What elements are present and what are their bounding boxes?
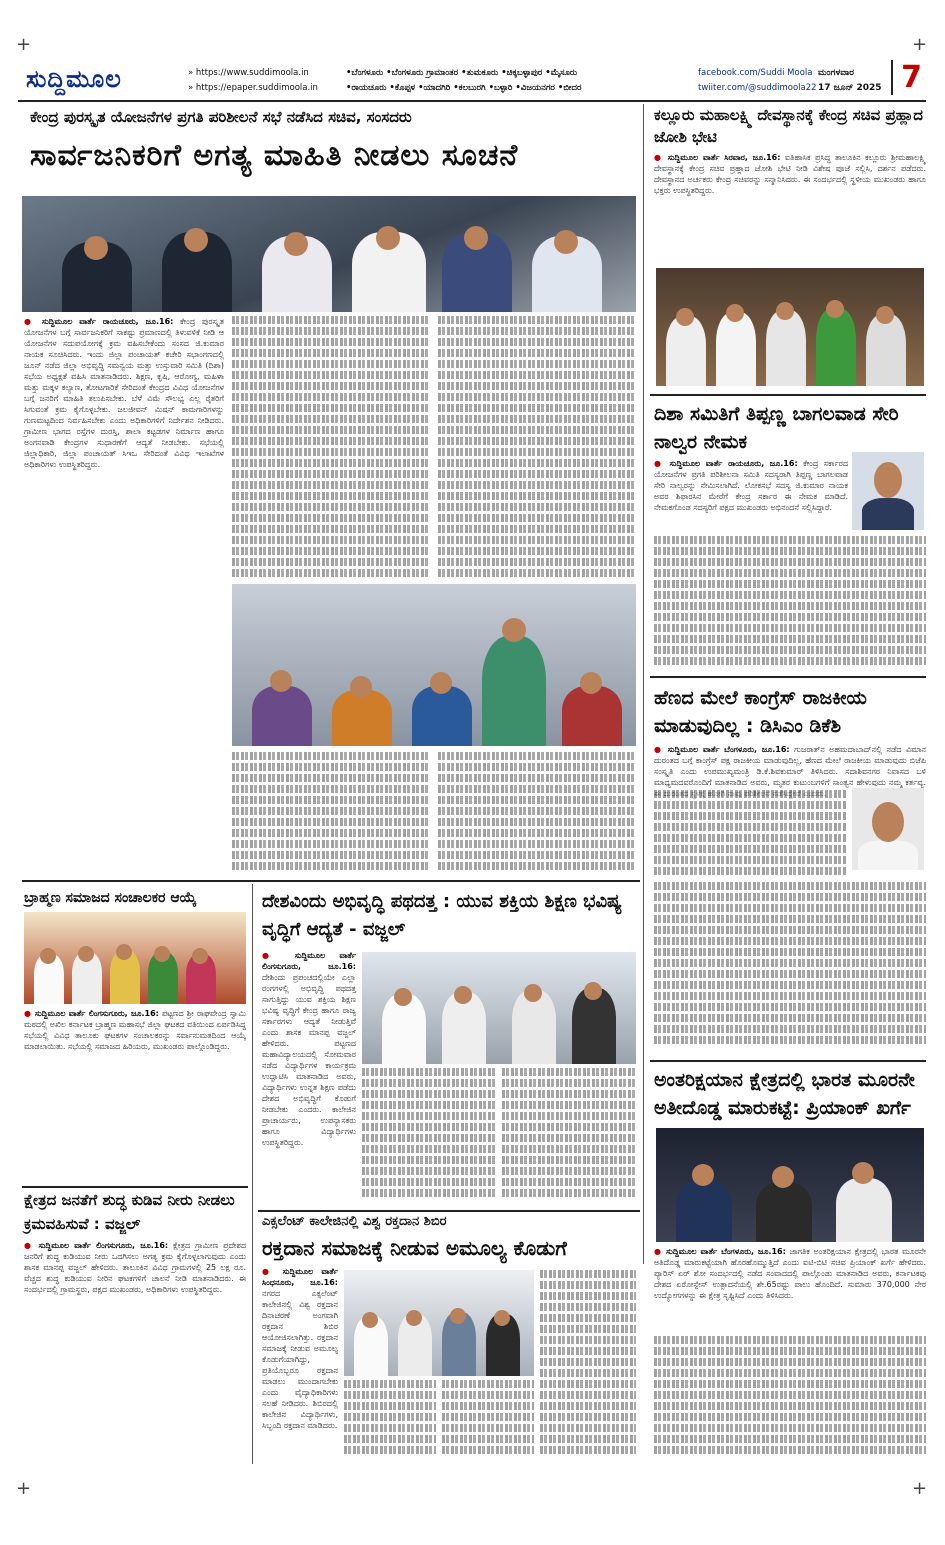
page-number: 7 [891, 60, 922, 95]
l2-body-text: ಕ್ಷೇತ್ರದ ಗ್ರಾಮೀಣ ಪ್ರದೇಶದ ಜನರಿಗೆ ಶುದ್ಧ ಕುಡಿಯುವ ನೀರು ಒದಗಿಸಲು ಅಗತ್ಯ ಕ್ರಮ ಕೈಗೊಳ್ಳಲಾಗುವುದು ಎಂದು ಶಾಸಕ ಮಾನಪ್ಪ ವಜ್ಜಲ್ ಹೇಳಿದರು. ತಾಲೂಕಿನ ವಿವಿಧ ಗ್ರಾಮಗಳಲ್ಲಿ 25 ಲಕ್ಷ ರೂ. ವೆಚ್ಚದ ಶುದ್ಧ ಕುಡಿಯುವ ನೀರಿನ ಘಟಕಗಳಿಗೆ ಚಾಲನೆ ನೀಡಿ ಮಾತನಾಡಿದರು. ಈ ಸಂದರ್ಭದಲ್ಲಿ ಗ್ರಾಮಸ್ಥರು, ಪಕ್ಷದ ಮುಖಂಡರು, ಅಧಿಕಾರಿಗಳು ಉಪಸ್ಥಿತರಿದ್ದರು. [24, 1241, 247, 1294]
twitter-link[interactable]: twiiter.com/@suddimoola22 [698, 83, 817, 93]
r4-byline: ● ಸುದ್ದಿಮೂಲ ವಾರ್ತೆ ಬೆಂಗಳೂರು, ಜೂ.16: [654, 1247, 786, 1256]
lead-body-col2b [232, 752, 430, 876]
city-list-line: •ರಾಯಚೂರು •ಕೊಪ್ಪಳ •ಯಾದಗಿರಿ •ಕಲಬುರಗಿ •ಬಳ್ಳಾರಿ •ವಿಜಯನಗರ •ಬೀದರ [346, 83, 582, 93]
l1-body-text: ಪಟ್ಟಣದ ಶ್ರೀ ರಾಘವೇಂದ್ರ ಸ್ವಾಮಿ ಮಠದಲ್ಲಿ ಅಖಿಲ ಕರ್ನಾಟಕ ಬ್ರಾಹ್ಮಣ ಮಹಾಸಭೆ ಜಿಲ್ಲಾ ಘಟಕದ ವತಿಯಿಂದ ಏರ್ಪಡಿಸಿದ್ದ ಸಭೆಯಲ್ಲಿ ವಿವಿಧ ತಾಲೂಕು ಘಟಕಗಳ ಸಂಚಾಲಕರನ್ನು ಸರ್ವಾನುಮತದಿಂದ ಆಯ್ಕೆ ಮಾಡಲಾಯಿತು. ಸಭೆಯಲ್ಲಿ ಸಮಾಜದ ಹಿರಿಯರು, ಮುಖಂಡರು ಪಾಲ್ಗೊಂಡಿದ್ದರು. [24, 1009, 247, 1051]
c1-body [262, 950, 356, 1204]
college-event-photo [362, 952, 636, 1064]
meeting-hall-photo [232, 584, 636, 746]
section-divider [650, 394, 926, 396]
l2-byline: ● ಸುದ್ದಿಮೂಲ ವಾರ್ತೆ ಲಿಂಗಸುಗೂರು, ಜೂ.16: [24, 1241, 168, 1250]
c2-kicker: ಎಕ್ಸಲೆಂಟ್ ಕಾಲೇಜಿನಲ್ಲಿ ವಿಶ್ವ ರಕ್ತದಾನ ಶಿಬಿರ [262, 1214, 447, 1229]
c1-body-b [362, 1068, 496, 1204]
crop-mark-icon: + [16, 1478, 32, 1499]
r3-body [654, 744, 927, 787]
lead-kicker: ಕೇಂದ್ರ ಪುರಸ್ಕೃತ ಯೋಜನೆಗಳ ಪ್ರಗತಿ ಪರಿಶೀಲನೆ ಸಭೆ ನಡೆಸಿದ ಸಚಿವ, ಸಂಸದರು [30, 108, 412, 126]
r4-body-text: ಜಾಗತಿಕ ಅಂತರಿಕ್ಷಯಾನ ಕ್ಷೇತ್ರದಲ್ಲಿ ಭಾರತ ಮೂರನೇ ಅತಿದೊಡ್ಡ ಮಾರುಕಟ್ಟೆಯಾಗಿ ಹೊರಹೊಮ್ಮುತ್ತಿದೆ ಎಂದು ಐಟಿ-ಬಿಟಿ ಸಚಿವ ಪ್ರಿಯಾಂಕ್ ಖರ್ಗೆ ಹೇಳಿದರು. ಪ್ಯಾರಿಸ್ ಏರ್ ಶೋ ಸಂದರ್ಭದಲ್ಲಿ ನಡೆದ ಸಂವಾದದಲ್ಲಿ ಪಾಲ್ಗೊಂಡು ಮಾತನಾಡಿದ ಅವರು, ಕರ್ನಾಟಕವು ದೇಶದ ಏರೋಸ್ಪೇಸ್ ಉತ್ಪಾದನೆಯಲ್ಲಿ ಶೇ.65ರಷ್ಟು ಪಾಲು ಹೊಂದಿದೆ. ಸುಮಾರು 370,000 ನೇರ ಉದ್ಯೋಗಗಳನ್ನು ಈ ಕ್ಷೇತ್ರ ಸೃಷ್ಟಿಸಿದೆ ಎಂದು ತಿಳಿಸಿದರು. [654, 1247, 927, 1300]
crop-mark-icon: + [16, 34, 32, 55]
r4-headline: ಅಂತರಿಕ್ಷಯಾನ ಕ್ಷೇತ್ರದಲ್ಲಿ ಭಾರತ ಮೂರನೇ ಅತೀದೊಡ್ಡ ಮಾರುಕಟ್ಟೆ: ಪ್ರಿಯಾಂಕ್ ಖರ್ಗೆ [654, 1069, 915, 1119]
lead-body-col2 [232, 316, 430, 580]
r1-headline: ಕಲ್ಲೂರು ಮಹಾಲಕ್ಷ್ಮಿ ದೇವಸ್ಥಾನಕ್ಕೆ ಕೇಂದ್ರ ಸಚಿವ ಪ್ರಹ್ಲಾದ ಜೋಶಿ ಭೇಟಿ [654, 106, 923, 146]
l2-body [24, 1240, 246, 1464]
r3-headline: ಹೆಣದ ಮೇಲೆ ಕಾಂಗ್ರೆಸ್ ರಾಜಕೀಯ ಮಾಡುವುದಿಲ್ಲ : ಡಿಸಿಎಂ ಡಿಕೆಶಿ [654, 687, 867, 737]
column-divider [643, 104, 644, 1264]
r3-body-text: ಗುಜರಾತ್‌ನ ಅಹಮದಾಬಾದ್‌ನಲ್ಲಿ ನಡೆದ ವಿಮಾನ ದುರಂತದ ಬಗ್ಗೆ ಕಾಂಗ್ರೆಸ್ ಪಕ್ಷ ರಾಜಕೀಯ ಮಾಡುವುದಿಲ್ಲ, ಹೆಣದ ಮೇಲೆ ರಾಜಕೀಯ ಮಾಡುವುದು ಬಿಜೆಪಿ ಸಂಸ್ಕೃತಿ ಎಂದು ಉಪಮುಖ್ಯಮಂತ್ರಿ ಡಿ.ಕೆ.ಶಿವಕುಮಾರ್ ತಿಳಿಸಿದರು. ಸದಾಶಿವನಗರ ನಿವಾಸದ ಬಳಿ ಮಾಧ್ಯಮದವರೊಂದಿಗೆ ಮಾತನಾಡಿದ ಅವರು, ಮೃತರ ಕುಟುಂಬಗಳಿಗೆ ಸಾಂತ್ವನ ಹೇಳುವುದು ನಮ್ಮ ಕರ್ತವ್ಯ. [654, 745, 927, 787]
section-divider [22, 880, 640, 882]
dk-shivakumar-photo [852, 788, 924, 870]
lead-headline: ಸಾರ್ವಜನಿಕರಿಗೆ ಅಗತ್ಯ ಮಾಹಿತಿ ನೀಡಲು ಸೂಚನೆ [30, 138, 519, 173]
temple-visit-photo [656, 268, 924, 386]
lead-photo [22, 196, 636, 312]
section-divider [650, 1060, 926, 1062]
c2-byline: ● ಸುದ್ದಿಮೂಲ ವಾರ್ತೆ ಸಿಂಧನೂರು, ಜೂ.16: [262, 1267, 338, 1287]
masthead [18, 58, 926, 102]
panel-discussion-photo [656, 1128, 924, 1242]
crop-mark-icon: + [912, 1478, 928, 1499]
section-divider [258, 1210, 640, 1212]
c1-body-c [502, 1068, 636, 1204]
r1-body [654, 152, 926, 264]
r2-body-a [654, 458, 848, 532]
epaper-url[interactable]: » https://epaper.suddimoola.in [188, 83, 318, 93]
portrait-photo [852, 452, 924, 530]
website-url[interactable]: » https://www.suddimoola.in [188, 68, 309, 78]
facebook-link[interactable]: facebook.com/Suddi Moola [698, 68, 813, 78]
section-divider [650, 676, 926, 678]
r1-byline: ● ಸುದ್ದಿಮೂಲ ವಾರ್ತೆ ಸಿರವಾರ, ಜೂ.16: [654, 153, 780, 162]
r4-body-b [654, 1336, 926, 1460]
website-links [188, 66, 318, 96]
city-list-line: •ಬೆಂಗಳೂರು •ಬೆಂಗಳೂರು ಗ್ರಾಮಾಂತರ •ತುಮಕೂರು •ಚಿಕ್ಕಬಳ್ಳಾಪುರ •ಮೈಸೂರು [346, 68, 578, 78]
lead-body-col3b [438, 752, 636, 876]
c1-headline: ದೇಶವಿಂದು ಅಭಿವೃದ್ಧಿ ಪಥದತ್ತ : ಯುವ ಶಕ್ತಿಯ ಶಿಕ್ಷಣ ಭವಿಷ್ಯ ವೃದ್ಧಿಗೆ ಆದ್ಯತೆ - ವಜ್ಜಲ್ [262, 891, 622, 940]
column-divider [252, 884, 253, 1464]
r2-body-b [654, 536, 926, 666]
c2-body-text: ನಗರದ ಎಕ್ಸಲೆಂಟ್ ಕಾಲೇಜಿನಲ್ಲಿ ವಿಶ್ವ ರಕ್ತದಾನ ದಿನಾಚರಣೆ ಅಂಗವಾಗಿ ರಕ್ತದಾನ ಶಿಬಿರ ಆಯೋಜಿಸಲಾಗಿತ್ತು. ರಕ್ತದಾನ ಸಮಾಜಕ್ಕೆ ನೀಡುವ ಅಮೂಲ್ಯ ಕೊಡುಗೆಯಾಗಿದ್ದು, ಪ್ರತಿಯೊಬ್ಬರೂ ರಕ್ತದಾನ ಮಾಡಲು ಮುಂದಾಗಬೇಕು ಎಂದು ವೈದ್ಯಾಧಿಕಾರಿಗಳು ಸಲಹೆ ನೀಡಿದರು. ಶಿಬಿರದಲ್ಲಿ ಕಾಲೇಜಿನ ವಿದ್ಯಾರ್ಥಿಗಳು, ಸಿಬ್ಬಂದಿ ರಕ್ತದಾನ ಮಾಡಿದರು. [262, 1289, 338, 1430]
blood-donation-photo [344, 1270, 534, 1376]
r2-byline: ● ಸುದ್ದಿಮೂಲ ವಾರ್ತೆ ರಾಯಚೂರು, ಜೂ.16: [654, 459, 798, 468]
c1-body-text: ದೇಶಿಂದು ಪ್ರಪಂಚದಲ್ಲಿಯೇ ಎಲ್ಲಾ ರಂಗಗಳಲ್ಲಿ ಅಭಿವೃದ್ಧಿ ಪಥದತ್ತ ಸಾಗುತ್ತಿದ್ದು ಯುವ ಶಕ್ತಿಯ ಶಿಕ್ಷಣ ಭವಿಷ್ಯ ವೃದ್ಧಿಗೆ ಕೇಂದ್ರ ಹಾಗೂ ರಾಜ್ಯ ಸರ್ಕಾರಗಳು ಆದ್ಯತೆ ನೀಡುತ್ತಿವೆ ಎಂದು ಶಾಸಕ ಮಾನಪ್ಪ ವಜ್ಜಲ್ ಹೇಳಿದರು. ಪಟ್ಟಣದ ಮಹಾವಿದ್ಯಾಲಯದಲ್ಲಿ ಸೋಮವಾರ ನಡೆದ ವಿದ್ಯಾರ್ಥಿಗಳ ಕಾರ್ಯಕ್ರಮ ಉದ್ಘಾಟಿಸಿ ಮಾತನಾಡಿದ ಅವರು, ವಿದ್ಯಾರ್ಥಿಗಳು ಉನ್ನತ ಶಿಕ್ಷಣ ಪಡೆದು ದೇಶದ ಅಭಿವೃದ್ಧಿಗೆ ಕೊಡುಗೆ ನೀಡಬೇಕು ಎಂದರು. ಕಾಲೇಜಿನ ಪ್ರಾಚಾರ್ಯರು, ಉಪನ್ಯಾಸಕರು ಹಾಗೂ ವಿದ್ಯಾರ್ಥಿಗಳು ಉಪಸ್ಥಿತರಿದ್ದರು. [262, 973, 356, 1147]
r4-body [654, 1246, 926, 1334]
r2-body-text: ಕೇಂದ್ರ ಸರ್ಕಾರದ ಯೋಜನೆಗಳ ಪ್ರಗತಿ ಪರಿಶೀಲನಾ ಸಮಿತಿ ಸದಸ್ಯರಾಗಿ ತಿಪ್ಪಣ್ಣ ಬಾಗಲವಾಡ ಸೇರಿ ನಾಲ್ವರನ್ನು ನೇಮಿಸಲಾಗಿದೆ. ಲೋಕಸಭೆ ಸದಸ್ಯ ಜಿ.ಕುಮಾರ ನಾಯಕ ಅವರ ಶಿಫಾರಸಿನ ಮೇರೆಗೆ ಕೇಂದ್ರ ಸರ್ಕಾರ ಈ ನೇಮಕ ಮಾಡಿದೆ. ನೇಮಕಗೊಂಡ ಸದಸ್ಯರಿಗೆ ಪಕ್ಷದ ಮುಖಂಡರು ಅಭಿನಂದನೆ ಸಲ್ಲಿಸಿದ್ದಾರೆ. [654, 459, 849, 512]
l2-headline: ಕ್ಷೇತ್ರದ ಜನತೆಗೆ ಶುದ್ಧ ಕುಡಿವ ನೀರು ನೀಡಲು ಕ್ರಮವಹಿಸುವೆ : ವಜ್ಜಲ್ [24, 1191, 235, 1233]
l1-body [24, 1008, 246, 1184]
issue-date [818, 66, 882, 96]
r3-byline: ● ಸುದ್ದಿಮೂಲ ವಾರ್ತೆ ಬೆಂಗಳೂರು, ಜೂ.16: [654, 745, 790, 754]
l1-headline: ಬ್ರಾಹ್ಮಣ ಸಮಾಜದ ಸಂಚಾಲಕರ ಆಯ್ಕೆ [24, 890, 197, 906]
logo[interactable]: ಸುದ್ದಿಮೂಲ [26, 64, 122, 93]
r3-body-b [654, 790, 846, 880]
brahmin-samaja-photo [24, 912, 246, 1004]
crop-mark-icon: + [912, 34, 928, 55]
l1-byline: ● ಸುದ್ದಿಮೂಲ ವಾರ್ತೆ ಲಿಂಗಸುಗೂರು, ಜೂ.16: [24, 1009, 159, 1018]
c2-body-c [540, 1270, 636, 1460]
lead-body-col3 [438, 316, 636, 580]
r2-headline: ದಿಶಾ ಸಮಿತಿಗೆ ತಿಪ್ಪಣ್ಣ ಬಾಗಲವಾಡ ಸೇರಿ ನಾಲ್ವರ ನೇಮಕ [654, 403, 899, 453]
lead-byline: ● ಸುದ್ದಿಮೂಲ ವಾರ್ತೆ ರಾಯಚೂರು, ಜೂ.16: [24, 317, 173, 326]
city-list [346, 66, 581, 96]
c2-body-e [442, 1380, 534, 1460]
issue-date-text: 17 ಜೂನ್ 2025 [818, 83, 882, 93]
lead-body-text: ಕೇಂದ್ರ ಪುರಸ್ಕೃತ ಯೋಜನೆಗಳ ಬಗ್ಗೆ ಸಾರ್ವಜನಿಕರಿಗೆ ಸಾಕಷ್ಟು ಪ್ರಮಾಣದಲ್ಲಿ ತಿಳುವಳಿಕೆ ನೀಡಿ ಆ ಯೋಜನೆಗಳ ಸದುಪಯೋಗಕ್ಕೆ ಕ್ರಮ ವಹಿಸಬೇಕೆಂದು ಸಂಸದ ಜಿ.ಕುಮಾರ ನಾಯಕ ಸೂಚಿಸಿದರು. ಇಂದು ಜಿಲ್ಲಾ ಪಂಚಾಯತ್ ಕಚೇರಿ ಸಭಾಂಗಣದಲ್ಲಿ ಜೂನ್ ನಡೆದ ಜಿಲ್ಲಾ ಅಭಿವೃದ್ಧಿ ಸಮನ್ವಯ ಮತ್ತು ಉಸ್ತುವಾರಿ ಸಮಿತಿ (ದಿಶಾ) ಸಭೆಯ ಅಧ್ಯಕ್ಷತೆ ವಹಿಸಿ ಮಾತನಾಡಿದರು. ಶಿಕ್ಷಣ, ಕೃಷಿ, ಆರೋಗ್ಯ, ಮಹಿಳಾ ಮತ್ತು ಮಕ್ಕಳ ಕಲ್ಯಾಣ, ತೋಟಗಾರಿಕೆ ಸೇರಿದಂತೆ ಕೇಂದ್ರದ ವಿವಿಧ ಯೋಜನೆಗಳ ಬಗ್ಗೆ ಜನರಿಗೆ ಮಾಹಿತಿ ತಲುಪಿಸಬೇಕು. ಬೆಳೆ ವಿಮೆ ಸೌಲಭ್ಯ ಎಲ್ಲ ರೈತರಿಗೆ ಸಿಗುವಂತೆ ಕ್ರಮ ಕೈಗೊಳ್ಳಬೇಕು. ಜಲಜೀವನ್ ಮಿಷನ್ ಕಾಮಗಾರಿಗಳನ್ನು ಗುಣಮಟ್ಟದಿಂದ ನಿರ್ವಹಿಸಬೇಕು ಎಂದು ಅಧಿಕಾರಿಗಳಿಗೆ ನಿರ್ದೇಶನ ನೀಡಿದರು. ಗ್ರಾಮೀಣ ಭಾಗದ ರಸ್ತೆಗಳ ದುರಸ್ತಿ, ಶಾಲಾ ಕಟ್ಟಡಗಳ ನಿರ್ಮಾಣ ಹಾಗೂ ಅಂಗನವಾಡಿ ಕೇಂದ್ರಗಳ ಸುಧಾರಣೆಗೆ ಆದ್ಯತೆ ನೀಡಬೇಕು. ಸಭೆಯಲ್ಲಿ ಜಿಲ್ಲಾಧಿಕಾರಿ, ಜಿಲ್ಲಾ ಪಂಚಾಯತ್ ಸಿಇಒ ಸೇರಿದಂತೆ ವಿವಿಧ ಇಲಾಖೆಗಳ ಅಧಿಕಾರಿಗಳು ಉಪಸ್ಥಿತರಿದ್ದರು. [24, 317, 225, 469]
r3-body-c [654, 882, 926, 1050]
issue-day: ಮಂಗಳವಾರ [818, 68, 855, 78]
social-links [698, 66, 817, 96]
r1-body-text: ಐತಿಹಾಸಿಕ ಪ್ರಸಿದ್ಧ ತಾಲೂಕಿನ ಕಲ್ಲೂರು ಶ್ರೀಮಹಾಲಕ್ಷ್ಮಿ ದೇವಸ್ಥಾನಕ್ಕೆ ಕೇಂದ್ರ ಸಚಿವ ಪ್ರಹ್ಲಾದ ಜೋಶಿ ಭೇಟಿ ನೀಡಿ ವಿಶೇಷ ಪೂಜೆ ಸಲ್ಲಿಸಿ, ದರ್ಶನ ಪಡೆದರು. ದೇವಸ್ಥಾನದ ಅರ್ಚಕರು ಕೇಂದ್ರ ಸಚಿವರನ್ನು ಸನ್ಮಾನಿಸಿದರು. ಈ ಸಂದರ್ಭದಲ್ಲಿ ಸ್ಥಳೀಯ ಮುಖಂಡರು ಹಾಗೂ ಭಕ್ತರು ಉಪಸ್ಥಿತರಿದ್ದರು. [654, 153, 927, 195]
c2-headline: ರಕ್ತದಾನ ಸಮಾಜಕ್ಕೆ ನೀಡುವ ಅಮೂಲ್ಯ ಕೊಡುಗೆ [262, 1236, 567, 1260]
c1-byline: ● ಸುದ್ದಿಮೂಲ ವಾರ್ತೆ ಲಿಂಗಸುಗೂರು, ಜೂ.16: [262, 951, 356, 971]
c2-body [262, 1266, 338, 1464]
lead-body-col1 [24, 316, 224, 876]
c2-body-d [344, 1380, 436, 1460]
